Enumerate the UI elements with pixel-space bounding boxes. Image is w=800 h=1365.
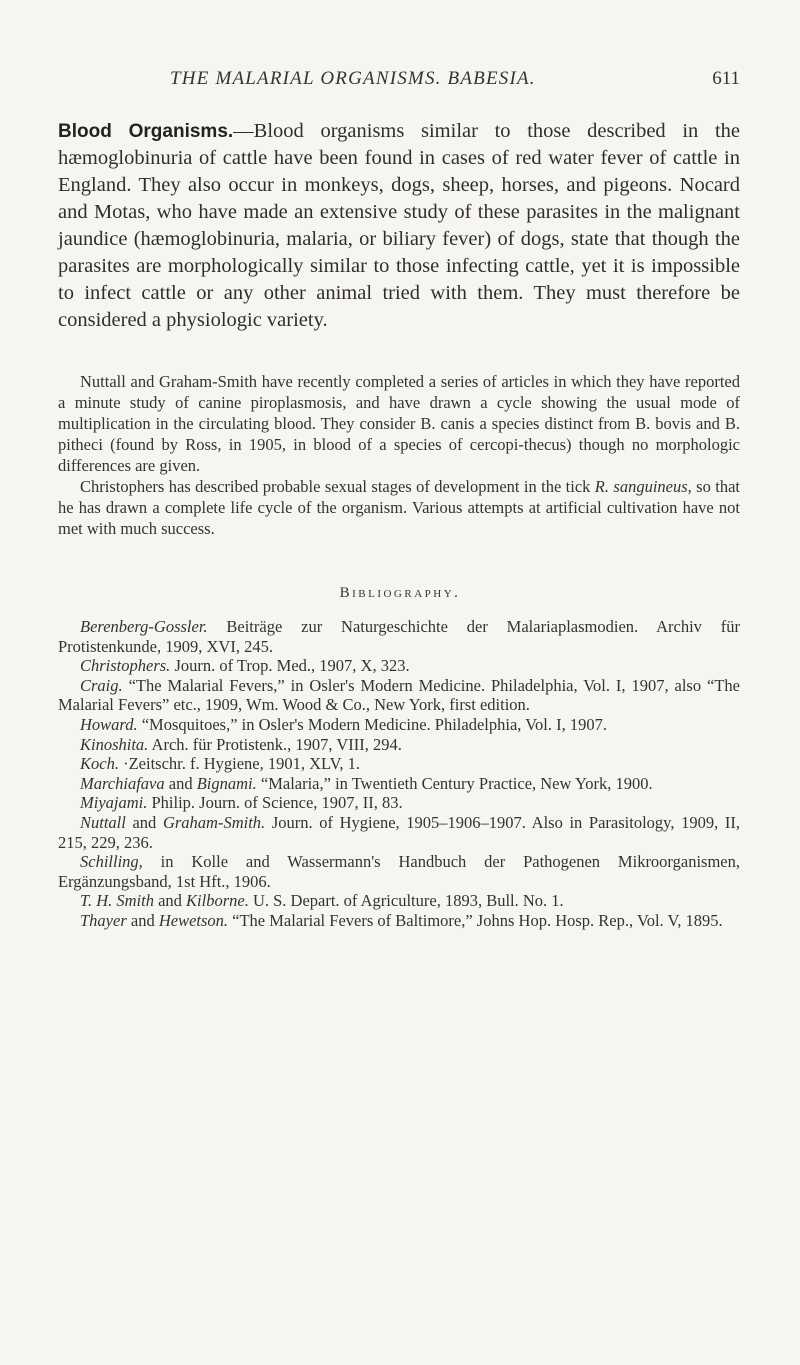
- entry-author: Koch.: [80, 754, 119, 774]
- entry-coauthor: Kilborne.: [186, 891, 249, 911]
- note-paragraph-christophers: [58, 476, 740, 539]
- entry-connector: and: [164, 773, 197, 793]
- entry-author: Berenberg-Gossler.: [80, 617, 208, 636]
- bibliography-entry: [58, 813, 740, 852]
- bibliography-list: [58, 617, 740, 931]
- bibliography-entry: [58, 774, 740, 794]
- entry-citation: Journ. of Hygiene, 1905–1906–1907. Also in Parasitology, 1909, II, 215, 229, 236.: [58, 812, 740, 852]
- species-name: R. sanguineus,: [594, 477, 692, 496]
- page-number: 611: [712, 68, 740, 89]
- notes-block: [58, 371, 740, 539]
- bibliography-entry: [58, 852, 740, 891]
- running-head: [58, 68, 740, 98]
- entry-citation: Philip. Journ. of Science, 1907, II, 83.: [147, 793, 403, 813]
- bibliography-heading: Bibliography.: [339, 585, 461, 601]
- entry-author: Kinoshita.: [80, 734, 149, 754]
- bibliography-entry: [58, 735, 740, 755]
- bibliography-entry: [58, 676, 740, 715]
- entry-coauthor: Bignami.: [196, 773, 257, 793]
- bibliography-entry: [58, 656, 740, 676]
- entry-author: Miyajami.: [80, 793, 148, 813]
- entry-author: Thayer: [80, 910, 127, 930]
- entry-citation: Journ. of Trop. Med., 1907, X, 323.: [170, 656, 410, 676]
- entry-citation: “The Malarial Fevers,” in Osler's Modern Medicine. Philadelphia, Vol. I, 1907, also “The Malarial Fevers” etc., 1909, Wm. Wood & Co., New York, first edition.: [58, 675, 740, 715]
- entry-author: Nuttall: [80, 812, 126, 832]
- bibliography-entry: [58, 891, 740, 911]
- running-title: THE MALARIAL ORGANISMS. BABESIA.: [170, 68, 536, 89]
- entry-citation: U. S. Depart. of Agriculture, 1893, Bull. No. 1.: [248, 891, 564, 911]
- entry-author: Christophers.: [80, 656, 171, 676]
- entry-coauthor: Hewetson.: [158, 910, 229, 930]
- entry-author: Craig.: [80, 675, 123, 695]
- note-paragraph-nuttall: Nuttall and Graham-Smith have recently completed a series of articles in which they have reported a minute study of canine piroplasmosis, and have drawn a cycle showing the usual mode of multiplication in the circulating blood. They consider B. canis a species distinct from B. bovis and B. pitheci (found by Ross, in 1905, in blood of a species of cercopi-thecus) though no morphologic differences are given.: [58, 372, 740, 475]
- entry-author: Marchiafava: [80, 773, 165, 793]
- bibliography-entry: [58, 793, 740, 813]
- entry-citation: ·Zeitschr. f. Hygiene, 1901, XLV, 1.: [118, 754, 361, 774]
- bibliography-entry: [58, 715, 740, 735]
- section-heading: Blood Organisms.: [58, 121, 234, 142]
- entry-citation: “Malaria,” in Twentieth Century Practice, New York, 1900.: [256, 773, 653, 793]
- bibliography-entry: [58, 617, 740, 656]
- note-text: Christophers has described probable sexual stages of development in the tick: [80, 477, 595, 496]
- entry-coauthor: Graham-Smith.: [162, 812, 266, 832]
- entry-author: Schilling,: [80, 852, 143, 872]
- bibliography-entry: [58, 754, 740, 774]
- entry-connector: and: [125, 812, 163, 832]
- note-text: so that he has drawn a complete life cycle of the organism. Various attempts at artificial cultivation have not met with much success.: [58, 477, 740, 538]
- entry-citation: Arch. für Protistenk., 1907, VIII, 294.: [148, 734, 402, 754]
- entry-citation: Beiträge zur Naturgeschichte der Malariaplasmodien. Archiv für Protistenkunde, 1909, XVI, 245.: [58, 617, 740, 656]
- entry-author: Howard.: [80, 714, 138, 734]
- blood-organisms-paragraph: [58, 118, 740, 334]
- entry-author: T. H. Smith: [80, 891, 154, 911]
- entry-connector: and: [126, 910, 159, 930]
- entry-connector: and: [153, 891, 187, 911]
- bibliography-entry: [58, 911, 740, 931]
- entry-citation: “The Malarial Fevers of Baltimore,” Johns Hop. Hosp. Rep., Vol. V, 1895.: [228, 910, 723, 930]
- entry-citation: in Kolle and Wassermann's Handbuch der Pathogenen Mikroorganismen, Ergänzungsband, 1st Hft., 1906.: [58, 852, 740, 891]
- entry-citation: “Mosquitoes,” in Osler's Modern Medicine. Philadelphia, Vol. I, 1907.: [137, 714, 607, 734]
- section-paragraph-text: —Blood organisms similar to those described in the hæmoglobinuria of cattle have been found in cases of red water fever of cattle in England. They also occur in monkeys, dogs, sheep, horses, and pigeons. Nocard and Motas, who have made an extensive study of these parasites in the malignant jaundice (hæmoglobinuria, malaria, or biliary fever) of dogs, state that though the parasites are morphologically similar to those infecting cattle, yet it is impossible to infect cattle or any other animal tried with them. They must therefore be considered a physiologic variety.: [58, 120, 740, 331]
